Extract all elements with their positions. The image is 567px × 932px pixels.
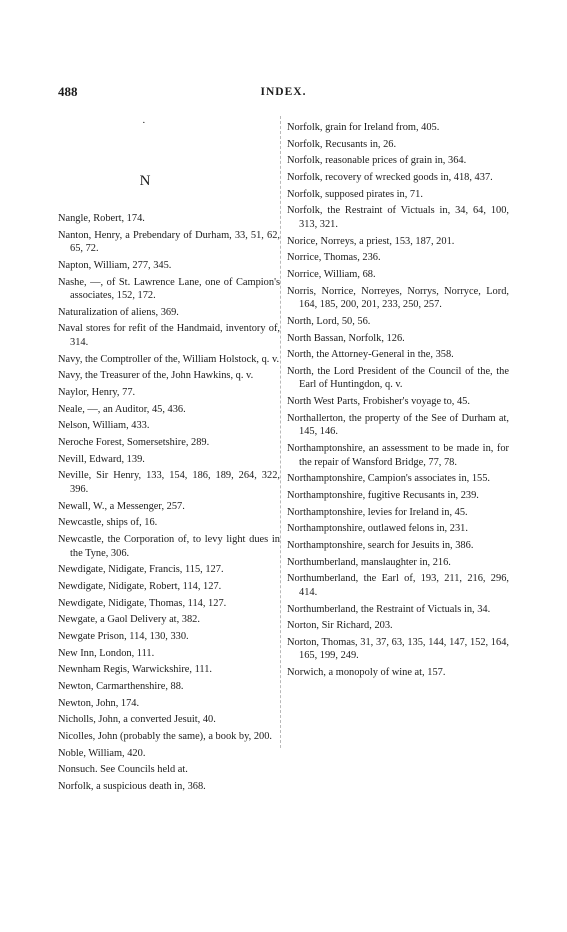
index-entry: Newgate, a Gaol Delivery at, 382.	[58, 614, 200, 626]
section-letter: N	[139, 173, 151, 189]
index-entry: North, the Lord President of the Council of the, the Earl of Huntingdon, q. v.	[287, 365, 509, 391]
index-entry: Nanton, Henry, a Prebendary of Durham, 33, 51, 62, 65, 72.	[58, 229, 280, 255]
index-entry: Northamptonshire, outlawed felons in, 231.	[287, 523, 468, 535]
index-entry: Norfolk, supposed pirates in, 71.	[287, 188, 423, 200]
index-entry: Newnham Regis, Warwickshire, 111.	[58, 664, 213, 676]
index-entry: Northallerton, the property of the See of Durham at, 145, 146.	[287, 412, 509, 438]
index-entry: North, the Attorney-General in the, 358.	[287, 349, 454, 361]
index-entry: Nicolles, John (probably the same), a book by, 200.	[58, 731, 273, 743]
index-entry: Nonsuch. See Councils held at.	[58, 764, 188, 776]
index-entry: Nevill, Edward, 139.	[58, 453, 145, 465]
column-divider	[280, 116, 281, 748]
index-entry: Newdigate, Nidigate, Thomas, 114, 127.	[58, 597, 227, 609]
index-entry: Navy, the Comptroller of the, William Holstock, q. v.	[58, 353, 280, 365]
index-entry: Neroche Forest, Somersetshire, 289.	[58, 437, 210, 449]
index-entry: Northamptonshire, an assessment to be made in, for the repair of Wansford Bridge, 77, 78.	[287, 443, 509, 468]
index-column-right	[287, 121, 509, 683]
index-entry: Norfolk, a suspicious death in, 368.	[58, 781, 206, 793]
index-entry: Norfolk, recovery of wrecked goods in, 418, 437.	[287, 172, 493, 184]
index-entry: Norrice, Thomas, 236.	[287, 252, 381, 264]
index-entry: Northumberland, the Earl of, 193, 211, 216, 296, 414.	[287, 573, 509, 598]
index-entry: Newdigate, Nidigate, Robert, 114, 127.	[58, 580, 222, 592]
index-entry: Norwich, a monopoly of wine at, 157.	[287, 667, 446, 679]
index-entry: Northamptonshire, search for Jesuits in, 386.	[287, 539, 474, 551]
index-entry: Northamptonshire, Campion's associates in, 155.	[287, 473, 491, 485]
index-entry: New Inn, London, 111.	[58, 647, 155, 659]
index-entry: North Bassan, Norfolk, 126.	[287, 332, 405, 344]
index-entry: Northumberland, manslaughter in, 216.	[287, 556, 451, 568]
index-entry: Norfolk, Recusants in, 26.	[287, 138, 397, 150]
index-entry: Neale, —, an Auditor, 45, 436.	[58, 403, 186, 415]
page-number: 488	[58, 84, 78, 99]
index-entry: Noble, William, 420.	[58, 747, 146, 759]
index-entry: Northumberland, the Restraint of Victuals in, 34.	[287, 603, 491, 615]
running-head: INDEX.	[260, 86, 307, 98]
index-entry: Nelson, William, 433.	[58, 420, 150, 432]
index-entry: Naylor, Henry, 77.	[58, 387, 136, 398]
index-entry: Norfolk, reasonable prices of grain in, 364.	[287, 155, 467, 167]
index-entry: Newton, Carmarthenshire, 88.	[58, 681, 184, 692]
index-entry: Nangle, Robert, 174.	[58, 213, 145, 224]
index-entry: Newgate Prison, 114, 130, 330.	[58, 630, 189, 642]
index-entry: Newdigate, Nidigate, Francis, 115, 127.	[58, 564, 224, 576]
index-entry: Newton, John, 174.	[58, 697, 140, 709]
index-column-left	[58, 212, 280, 797]
index-entry: Newcastle, the Corporation of, to levy light dues in the Tyne, 306.	[58, 534, 280, 559]
index-entry: Norice, Norreys, a priest, 153, 187, 201.	[287, 235, 455, 247]
index-entry: North, Lord, 50, 56.	[287, 315, 371, 327]
index-entry: Norris, Norrice, Norreyes, Norrys, Norryce, Lord, 164, 185, 200, 201, 233, 250, 257.	[287, 285, 509, 311]
index-entry: Norrice, William, 68.	[287, 269, 376, 280]
index-entry: Northamptonshire, fugitive Recusants in, 239.	[287, 489, 479, 501]
index-entry: Nicholls, John, a converted Jesuit, 40.	[58, 714, 216, 726]
index-entry: Naturalization of aliens, 369.	[58, 306, 179, 318]
index-entry: Neville, Sir Henry, 133, 154, 186, 189, 264, 322, 396.	[58, 470, 280, 495]
index-entry: Naval stores for refit of the Handmaid, inventory of, 314.	[58, 323, 280, 348]
index-entry: Navy, the Treasurer of the, John Hawkins, q. v.	[58, 370, 254, 382]
index-entry: Newcastle, ships of, 16.	[58, 517, 158, 529]
index-entry: Napton, William, 277, 345.	[58, 259, 172, 271]
index-entry: North West Parts, Frobisher's voyage to, 45.	[287, 396, 470, 408]
index-entry: Nashe, —, of St. Lawrence Lane, one of Campion's associates, 152, 172.	[58, 276, 280, 302]
index-entry: Norfolk, the Restraint of Victuals in, 34, 64, 100, 313, 321.	[287, 205, 509, 230]
dot-mark: ·	[142, 117, 146, 129]
index-entry: Newall, W., a Messenger, 257.	[58, 500, 185, 512]
index-entry: Northamptonshire, levies for Ireland in, 45.	[287, 506, 468, 518]
index-entry: Norton, Thomas, 31, 37, 63, 135, 144, 147, 152, 164, 165, 199, 249.	[287, 636, 509, 662]
index-entry: Norton, Sir Richard, 203.	[287, 620, 393, 632]
index-entry: Norfolk, grain for Ireland from, 405.	[287, 122, 440, 133]
